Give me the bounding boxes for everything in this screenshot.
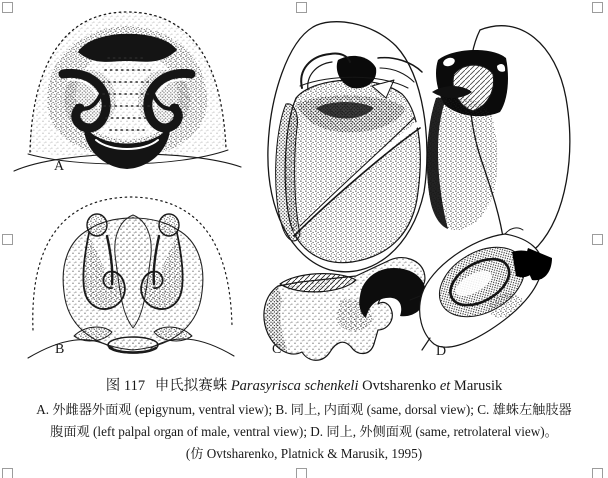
panel-c-label: C [272,342,282,357]
caption-chinese-name: 申氏拟赛蛛 [154,378,228,394]
resize-handle-bottom-right[interactable] [592,468,603,478]
panel-a-label: A [54,159,65,174]
resize-handle-top-right[interactable] [592,2,603,13]
caption-fig-number: 图 117 [105,378,146,394]
caption-author-b: Marusik [453,378,503,394]
resize-handle-middle-right[interactable] [592,234,603,245]
caption-title [0,374,608,399]
panel-b-illustration [28,197,234,358]
resize-handle-top-middle[interactable] [296,2,307,13]
panel-a-illustration [14,12,241,174]
caption-species-name: Parasyrisca schenkeli [230,378,359,394]
figure-caption [0,374,608,465]
resize-handle-bottom-left[interactable] [2,468,13,478]
panel-d-label: D [436,344,447,359]
panel-c-illustration [264,22,427,361]
caption-author-a: Ovtsharenko [362,378,437,394]
resize-handle-bottom-middle[interactable] [296,468,307,478]
caption-line-3: 腹面观 (left palpal organ of male, ventral view); D. 同上, 外侧面观 (same, retrolateral view)。 [50,424,558,439]
caption-line-4: (仿 Ovtsharenko, Platnick & Marusik, 1995) [185,446,423,461]
resize-handle-middle-left[interactable] [2,234,13,245]
resize-handle-top-left[interactable] [2,2,13,13]
caption-line-2: A. 外雌器外面观 (epigynum, ventral view); B. 同上, 内面观 (same, dorsal view); C. 雄蛛左触肢器 [36,402,572,417]
caption-et: et [439,378,451,394]
panel-b-label: B [55,342,65,357]
panel-d-illustration [410,26,570,359]
